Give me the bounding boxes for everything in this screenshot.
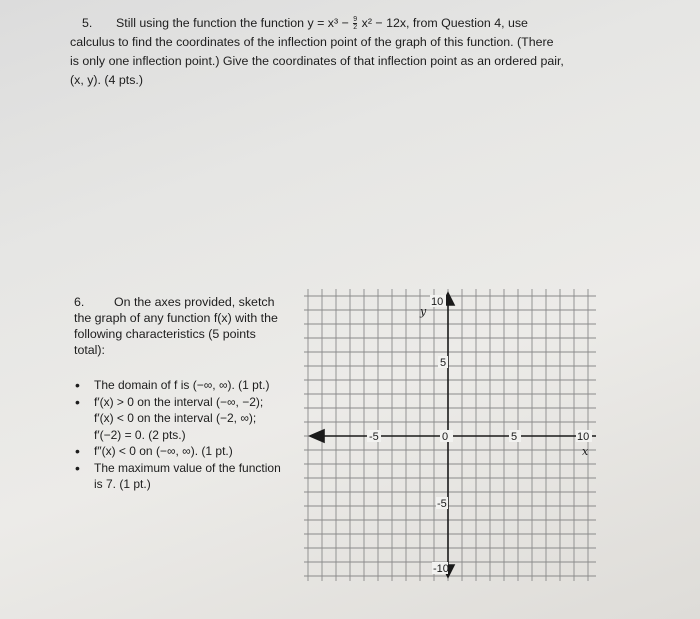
q6-number: 6. xyxy=(74,295,85,309)
tick-x-10: 10 xyxy=(577,431,590,443)
coordinate-grid[interactable] xyxy=(300,285,600,585)
bullet-maximum: • The maximum value of the function xyxy=(74,460,314,477)
tick-y-5: 5 xyxy=(440,357,447,369)
bullet-first-derivative-zero: f′(−2) = 0. (2 pts.) xyxy=(94,427,186,442)
bullet-second-derivative: • f″(x) < 0 on (−∞, ∞). (1 pt.) xyxy=(74,443,314,460)
bullet-first-derivative-positive: • f′(x) > 0 on the interval (−∞, −2); xyxy=(74,394,314,411)
q5-frac-den: 2 xyxy=(353,24,358,32)
q5-line1-prefix: Still using the function the function y = x³ − xyxy=(116,16,349,30)
tick-y-neg5: -5 xyxy=(437,498,447,510)
q5-line-2: calculus to find the coordinates of the inflection point of the graph of this function. (There xyxy=(70,35,554,49)
x-axis-label: x xyxy=(582,445,589,458)
question-6 xyxy=(74,294,304,358)
q5-line-4: (x, y). (4 pts.) xyxy=(70,73,143,87)
q5-line-3: is only one inflection point.) Give the coordinates of that inflection point as an ordered pair, xyxy=(70,54,564,68)
tick-y-neg10: -10 xyxy=(433,563,449,575)
q6-line-3: following characteristics (5 points xyxy=(74,327,256,341)
tick-x-neg5: -5 xyxy=(369,431,379,443)
q6-line1-text: On the axes provided, sketch xyxy=(114,295,275,309)
bullet-first-derivative-negative: f′(x) < 0 on the interval (−2, ∞); xyxy=(94,411,257,425)
q6-line-1 xyxy=(74,294,304,310)
x-axis-left-arrow xyxy=(310,430,324,442)
question-5 xyxy=(70,14,602,90)
tick-x-5: 5 xyxy=(511,431,518,443)
q5-fraction xyxy=(353,16,357,31)
q5-line-1 xyxy=(82,14,602,33)
q6-line-2: the graph of any function f(x) with the xyxy=(74,311,278,325)
q5-frac-num: 9 xyxy=(353,16,358,24)
tick-origin: 0 xyxy=(442,431,449,443)
bullet-domain: • The domain of f is (−∞, ∞). (1 pt.) xyxy=(74,377,314,394)
y-axis-label: y xyxy=(420,305,427,318)
tick-y-10: 10 xyxy=(431,296,444,308)
q5-number: 5. xyxy=(82,16,93,30)
q6-characteristics-list xyxy=(74,377,314,493)
q6-line-4: total): xyxy=(74,343,105,357)
bullet-maximum-cont: is 7. (1 pt.) xyxy=(94,477,151,491)
q5-line1-suffix: x² − 12x, from Question 4, use xyxy=(361,16,528,30)
